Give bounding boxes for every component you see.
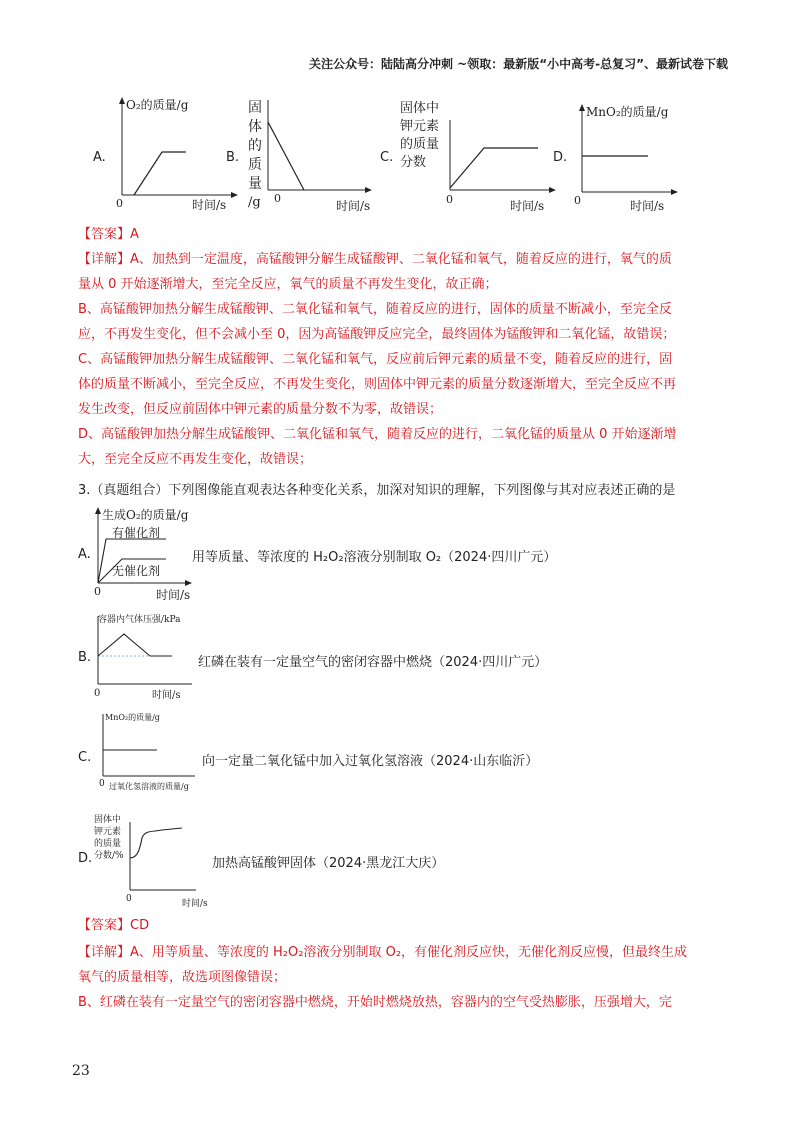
q2-graph-a-origin: 0 [116, 197, 123, 210]
svg-text:的: 的 [248, 138, 262, 154]
q2-graph-c-xlabel: 时间/s [510, 199, 545, 213]
svg-text:分数: 分数 [400, 155, 427, 170]
explanation-line: 发生改变，但反应前固体中钾元素的质量分数不为零，故错误； [78, 402, 443, 417]
q3-option-c-desc: 向一定量二氧化锰中加入过氧化氢溶液（2024·山东临沂） [202, 754, 539, 769]
svg-text:体: 体 [248, 119, 262, 135]
q2-answer: 【答案】A [78, 227, 139, 242]
q2-graph-c [398, 100, 558, 216]
svg-text:钾元素: 钾元素 [94, 827, 122, 837]
q3-stem: 3.（真题组合）下列图像能直观表达各种变化关系，加深对知识的理解，下列图像与其对应表述正确的是 [78, 483, 676, 498]
q2-graph-d-xlabel: 时间/s [630, 199, 665, 213]
explanation-line: B、高锰酸钾加热分解生成锰酸钾、二氧化锰和氧气，随着反应的进行，固体的质量不断减小，至完全反 [78, 302, 672, 317]
explanation-line: 【详解】A、用等质量、等浓度的 H₂O₂溶液分别制取 O₂，有催化剂反应快，无催化剂反应慢，但最终生成 [78, 945, 688, 960]
q3-option-b-graph [92, 610, 207, 700]
q2-graph-a-xlabel: 时间/s [192, 198, 227, 212]
q3-option-c-origin: 0 [99, 779, 105, 789]
q2-graph-b-origin: 0 [274, 192, 281, 205]
explanation-line: 量从 0 开始逐渐增大，至完全反应，氧气的质量不再发生变化，故正确； [78, 277, 498, 292]
q3-option-a-xlabel: 时间/s [156, 588, 191, 602]
q3-option-b-xlabel: 时间/s [152, 690, 181, 701]
svg-text:的质量: 的质量 [400, 137, 440, 152]
q3-option-d-xlabel: 时间/s [182, 899, 208, 909]
q3-option-a-graph [92, 503, 202, 603]
q2-graph-d-ylabel: MnO₂的质量/g [586, 105, 669, 119]
explanation-line: D、高锰酸钾加热分解生成锰酸钾、二氧化锰和氧气，随着反应的进行，二氧化锰的质量从 0 开始逐渐增 [78, 427, 677, 442]
page-header: 关注公众号：陆陆高分冲刺 ~领取：最新版“小中高考-总复习”、最新试卷下载 [309, 57, 728, 71]
explanation-line: B、红磷在装有一定量空气的密闭容器中燃烧，开始时燃烧放热，容器内的空气受热膨胀，压强增大，完 [78, 995, 672, 1010]
explanation-line: 体的质量不断减小，至完全反应，不再发生变化，则固体中钾元素的质量分数逐渐增大，至完全反应不再 [78, 377, 677, 392]
explanation-line: 氧气的质量相等，故选项图像错误； [78, 970, 287, 985]
q3-option-d-graph [92, 812, 208, 910]
q3-option-a-desc: 用等质量、等浓度的 H₂O₂溶液分别制取 O₂（2024·四川广元） [192, 550, 557, 565]
q3-option-d-origin: 0 [126, 894, 132, 904]
q3-option-c-xlabel: 过氧化氢溶液的质量/g [109, 782, 189, 791]
explanation-line: 应，不再发生变化，但不会减小至 0，因为高锰酸钾反应完全，最终固体为锰酸钾和二氧化锰，故错误； [78, 327, 676, 342]
svg-text:钾元素: 钾元素 [400, 119, 440, 134]
q3-option-b-label: B. [78, 650, 92, 665]
q2-graph-c-ylabel [400, 100, 439, 170]
q3-option-a-line2: 无催化剂 [112, 564, 161, 578]
q3-option-a-line1: 有催化剂 [112, 526, 161, 540]
q2-graph-a-ylabel: O₂的质量/g [126, 98, 189, 112]
q3-answer: 【答案】CD [78, 918, 150, 933]
q2-graph-b-label: B. [226, 150, 240, 165]
q2-graph-b-ylabel [248, 100, 262, 210]
page-number: 23 [72, 1063, 90, 1079]
svg-text:量: 量 [248, 176, 262, 192]
q2-graph-b-xlabel: 时间/s [336, 199, 371, 213]
q3-option-d-desc: 加热高锰酸钾固体（2024·黑龙江大庆） [212, 856, 445, 871]
q3-option-d-ylabel [94, 813, 124, 861]
q2-graph-d-origin: 0 [574, 194, 581, 207]
svg-text:/g: /g [248, 195, 261, 210]
q2-graph-b [244, 98, 374, 216]
q2-graph-d [570, 100, 680, 216]
explanation-line: C、高锰酸钾加热分解生成锰酸钾、二氧化锰和氧气，反应前后钾元素的质量不变，随着反应的进行，固 [78, 352, 673, 367]
svg-text:质: 质 [248, 157, 262, 173]
svg-text:固: 固 [248, 100, 262, 116]
q2-graph-d-label: D. [553, 150, 568, 165]
q3-option-a-ylabel: 生成O₂的质量/g [102, 508, 189, 522]
q3-option-c-ylabel: MnO₂的质量/g [105, 713, 160, 722]
q3-option-a-label: A. [78, 547, 91, 562]
svg-text:固体中: 固体中 [94, 815, 122, 825]
explanation-line: 【详解】A、加热到一定温度，高锰酸钾分解生成锰酸钾、二氧化锰和氧气，随着反应的进行，氧气的质 [78, 252, 672, 267]
q3-option-b-origin: 0 [94, 688, 101, 699]
q2-graph-c-origin: 0 [446, 193, 453, 206]
q3-option-b-ylabel: 容器内气体压强/kPa [98, 615, 181, 625]
q2-graph-a [110, 95, 240, 213]
q3-option-c-graph [95, 710, 215, 792]
explanation-line: 大，至完全反应不再发生变化，故错误； [78, 452, 313, 467]
q2-graph-a-label: A. [93, 150, 106, 165]
svg-text:的质量: 的质量 [94, 839, 122, 849]
q3-option-a-origin: 0 [94, 585, 101, 598]
q3-explanation [78, 940, 728, 1015]
q2-graph-c-label: C. [380, 150, 394, 165]
svg-text:固体中: 固体中 [400, 101, 440, 116]
svg-text:分数/%: 分数/% [94, 851, 124, 861]
q3-option-d-label: D. [78, 851, 93, 866]
q3-option-c-label: C. [78, 750, 92, 765]
q2-explanation [78, 247, 728, 472]
q3-option-b-desc: 红磷在装有一定量空气的密闭容器中燃烧（2024·四川广元） [198, 655, 548, 670]
